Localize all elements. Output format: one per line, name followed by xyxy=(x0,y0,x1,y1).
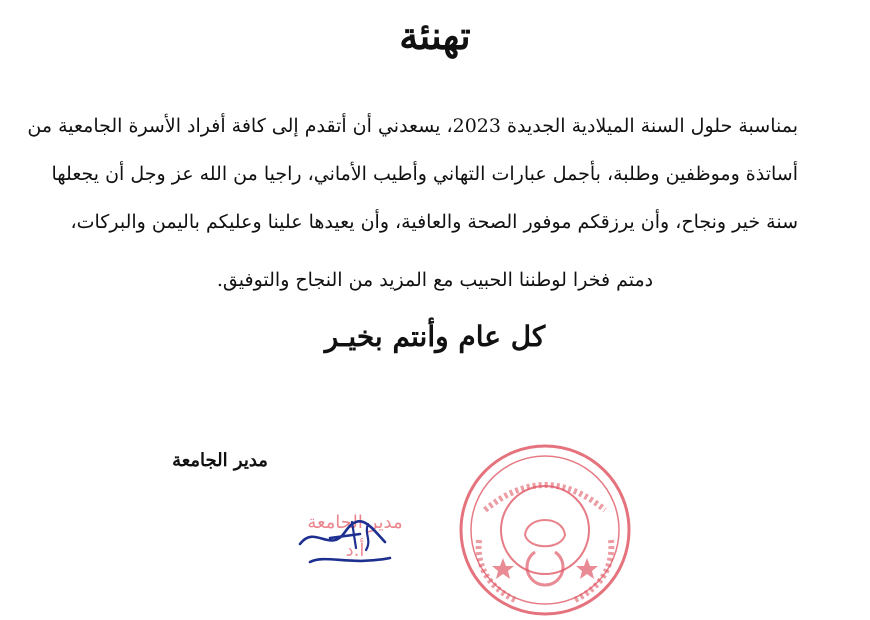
greeting-line: كل عام وأنتم بخيـر xyxy=(324,320,546,353)
paragraph-line: أساتذة وموظفين وطلبة، بأجمل عبارات التهاني وأطيب الأماني، راجيا من الله عز وجل أن يجعلها xyxy=(51,163,798,185)
document-title: تهنئة xyxy=(399,13,471,58)
signature-mark xyxy=(290,514,410,570)
director-label: مدير الجامعة xyxy=(172,450,268,471)
message-paragraph xyxy=(27,102,798,246)
official-seal xyxy=(455,440,635,620)
paragraph-line: بمناسبة حلول السنة الميلادية الجديدة 2023، يسعدني أن أتقدم إلى كافة أفراد الأسرة الجامعية من xyxy=(27,115,798,137)
paragraph-line: سنة خير ونجاح، وأن يرزقكم موفور الصحة والعافية، وأن يعيدها علينا وعليكم باليمن والبركات، xyxy=(70,211,798,233)
stamp-subtitle: أ.د xyxy=(345,540,365,561)
closing-line: دمتم فخرا لوطننا الحبيب مع المزيد من النجاح والتوفيق. xyxy=(216,269,654,291)
stamp-title: مدير الجامعة xyxy=(307,512,403,533)
